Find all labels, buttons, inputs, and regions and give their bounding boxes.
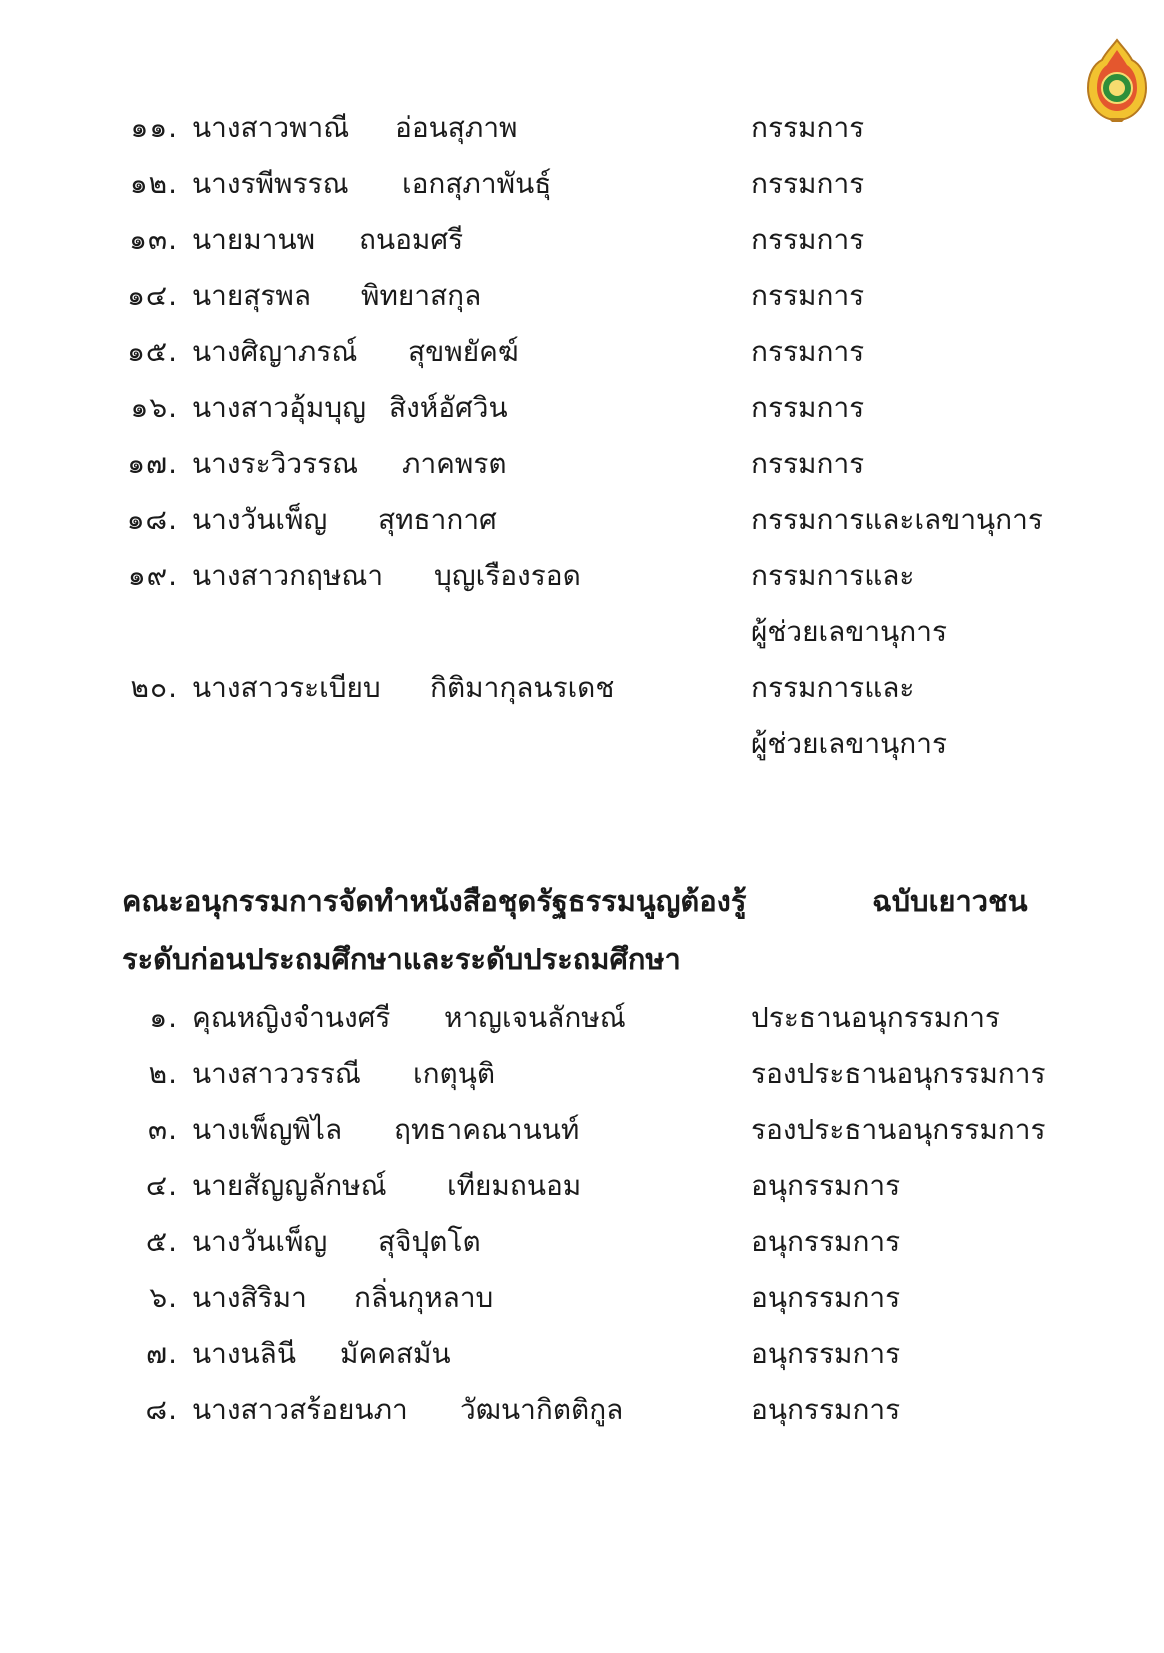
list-item	[0, 268, 1164, 324]
item-number: ๑๗.	[127, 447, 178, 480]
member-first-name: นายสุรพล	[192, 279, 312, 312]
list-item	[0, 100, 1164, 156]
member-role-continued: ผู้ช่วยเลขานุการ	[751, 727, 947, 760]
member-last-name: ถนอมศรี	[359, 223, 464, 256]
item-number: ๘.	[145, 1393, 178, 1426]
list-item	[0, 1326, 1164, 1382]
list-item	[0, 1046, 1164, 1102]
member-first-name: นายมานพ	[192, 223, 316, 256]
member-role: ประธานอนุกรรมการ	[751, 1001, 1000, 1034]
member-last-name: สุจิปุตโต	[378, 1225, 481, 1258]
list-item	[0, 990, 1164, 1046]
list-item	[0, 436, 1164, 492]
list-item	[0, 492, 1164, 548]
member-role: รองประธานอนุกรรมการ	[751, 1057, 1046, 1090]
list-item	[0, 1270, 1164, 1326]
member-first-name: นางเพ็ญพิไล	[192, 1113, 343, 1146]
member-role: กรรมการ	[751, 111, 865, 144]
section-heading-line1-tail: ฉบับเยาวชน	[872, 884, 1028, 918]
member-first-name: นางสาวพาณี	[192, 111, 350, 144]
list-item	[0, 548, 1164, 604]
item-number: ๑๔.	[127, 279, 178, 312]
member-role: อนุกรรมการ	[751, 1225, 901, 1258]
section-heading	[122, 872, 1052, 930]
item-number: ๓.	[147, 1113, 178, 1146]
member-role: อนุกรรมการ	[751, 1169, 901, 1202]
member-last-name: หาญเจนลักษณ์	[444, 1001, 626, 1034]
member-role: กรรมการและเลขานุการ	[751, 503, 1043, 536]
member-last-name: เทียมถนอม	[447, 1169, 582, 1202]
member-last-name: เอกสุภาพันธุ์	[402, 167, 552, 200]
member-last-name: สุทธากาศ	[378, 503, 497, 536]
member-first-name: นางสาวกฤษณา	[192, 559, 384, 592]
list-item	[0, 1382, 1164, 1438]
item-number: ๑๕.	[127, 335, 178, 368]
member-role: อนุกรรมการ	[751, 1393, 901, 1426]
member-role-continued: ผู้ช่วยเลขานุการ	[751, 615, 947, 648]
member-first-name: นางวันเพ็ญ	[192, 1225, 328, 1258]
member-last-name: สิงห์อัศวิน	[389, 391, 508, 424]
item-number: ๗.	[146, 1337, 178, 1370]
list-item-continuation	[0, 604, 1164, 660]
member-role: กรรมการ	[751, 167, 865, 200]
item-number: ๑๖.	[130, 391, 178, 424]
member-first-name: คุณหญิงจำนงศรี	[192, 1001, 391, 1034]
list-item	[0, 1214, 1164, 1270]
list-item	[0, 212, 1164, 268]
member-role: กรรมการ	[751, 223, 865, 256]
list-item	[0, 324, 1164, 380]
list-item-continuation	[0, 716, 1164, 772]
item-number: ๑๘.	[126, 503, 178, 536]
member-role: กรรมการและ	[751, 671, 915, 704]
member-last-name: วัฒนากิตติกูล	[460, 1393, 624, 1426]
member-first-name: นางนลินี	[192, 1337, 296, 1370]
member-first-name: นางสาวระเบียบ	[192, 671, 381, 704]
item-number: ๑๙.	[127, 559, 178, 592]
member-last-name: กิติมากุลนรเดช	[430, 671, 615, 704]
member-last-name: บุญเรืองรอด	[434, 559, 581, 592]
list-item	[0, 156, 1164, 212]
item-number: ๖.	[149, 1281, 178, 1314]
item-number: ๑.	[149, 1001, 178, 1034]
member-role: กรรมการ	[751, 447, 865, 480]
list-item	[0, 1158, 1164, 1214]
member-first-name: นางสาวอุ้มบุญ	[192, 391, 366, 424]
member-last-name: ฤทธาคณานนท์	[394, 1113, 580, 1146]
member-last-name: พิทยาสกุล	[361, 279, 482, 312]
member-first-name: นางศิญาภรณ์	[192, 335, 358, 368]
member-role: อนุกรรมการ	[751, 1281, 901, 1314]
member-first-name: นางสิริมา	[192, 1281, 307, 1314]
member-last-name: สุขพยัคฆ์	[408, 335, 519, 368]
member-role: กรรมการและ	[751, 559, 915, 592]
item-number: ๒.	[148, 1057, 178, 1090]
member-last-name: ภาคพรต	[402, 447, 507, 480]
member-last-name: อ่อนสุภาพ	[395, 111, 518, 144]
member-role: กรรมการ	[751, 279, 865, 312]
member-first-name: นางสาววรรณี	[192, 1057, 361, 1090]
member-last-name: เกตุนุติ	[413, 1057, 496, 1090]
member-role: กรรมการ	[751, 391, 865, 424]
item-number: ๑๑.	[130, 111, 178, 144]
list-item	[0, 660, 1164, 716]
list-item	[0, 1102, 1164, 1158]
item-number: ๑๓.	[129, 223, 178, 256]
member-first-name: นางสาวสร้อยนภา	[192, 1393, 408, 1426]
member-first-name: นายสัญญลักษณ์	[192, 1169, 387, 1202]
section-heading-line2: ระดับก่อนประถมศึกษาและระดับประถมศึกษา	[122, 942, 681, 976]
member-first-name: นางระวิวรรณ	[192, 447, 359, 480]
member-last-name: กลิ่นกุหลาบ	[354, 1281, 494, 1314]
item-number: ๒๐.	[130, 671, 178, 704]
item-number: ๑๒.	[129, 167, 178, 200]
section-heading-line1: คณะอนุกรรมการจัดทำหนังสือชุดรัฐธรรมนูญต้องรู้	[122, 884, 747, 918]
member-first-name: นางรพีพรรณ	[192, 167, 349, 200]
member-last-name: มัคคสมัน	[340, 1337, 451, 1370]
member-first-name: นางวันเพ็ญ	[192, 503, 328, 536]
item-number: ๔.	[145, 1169, 178, 1202]
member-role: กรรมการ	[751, 335, 865, 368]
item-number: ๕.	[145, 1225, 178, 1258]
member-role: อนุกรรมการ	[751, 1337, 901, 1370]
member-role: รองประธานอนุกรรมการ	[751, 1113, 1046, 1146]
list-item	[0, 380, 1164, 436]
